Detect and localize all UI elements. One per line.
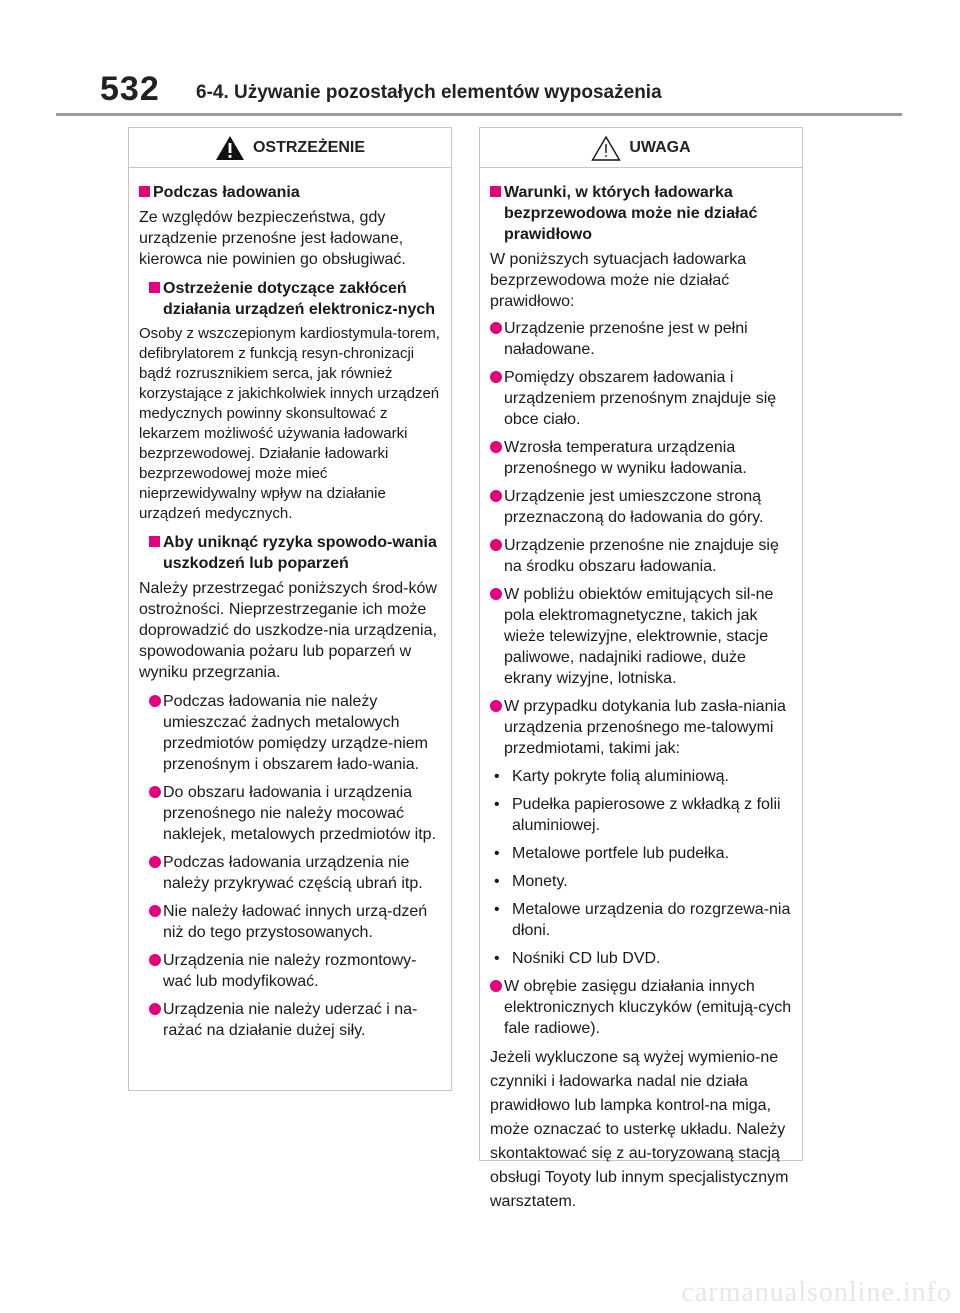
pink-dot-icon (149, 1003, 161, 1015)
list-item: Podczas ładowania urządzenia nie należy przykrywać częścią ubrań itp. (149, 852, 443, 894)
list-item: Pomiędzy obszarem ładowania i urządzeniem przenośnym znajduje się obce ciało. (490, 367, 794, 430)
bullet-mark: • (494, 796, 500, 813)
list-item: W obrębie zasięgu działania innych elektronicznych kluczyków (emitują-cych fale radiowe). (490, 976, 794, 1039)
pink-dot-icon (490, 700, 502, 712)
notice-heading: Warunki, w których ładowarka bezprzewodowa może nie działać prawidłowo (490, 182, 794, 245)
list-item: Nie należy ładować innych urzą-dzeń niż do tego przystosowanych. (149, 901, 443, 943)
list-item: W przypadku dotykania lub zasła-niania urządzenia przenośnego me-talowymi przedmiotami, takimi jak: (490, 696, 794, 759)
notice-box-header (480, 128, 802, 168)
list-item: Urządzenie przenośne jest w pełni naładowane. (490, 318, 794, 360)
warning-box (128, 127, 452, 1091)
list-item: W pobliżu obiektów emitujących sil-ne pola elektromagnetyczne, takich jak wieże telewizyjne, elektrownie, stacje paliwowe, nadajniki radiowe, duże ekrany wizyjne, lotniska. (490, 584, 794, 689)
bullet-mark: • (494, 768, 500, 785)
pink-dot-icon (490, 490, 502, 502)
pink-dot-icon (149, 905, 161, 917)
page-number: 532 (100, 70, 160, 108)
caution-triangle-icon (591, 135, 621, 161)
bullet-mark: • (494, 845, 500, 862)
notice-title: UWAGA (629, 138, 691, 156)
bullet-mark: • (494, 873, 500, 890)
pink-square-icon (139, 186, 150, 197)
dash-item: • Karty pokryte folią aluminiową. (494, 768, 729, 785)
watermark: carmanualsonline.info (681, 1277, 952, 1308)
page-header (0, 0, 960, 118)
pink-dot-icon (490, 371, 502, 383)
list-item: Podczas ładowania nie należy umieszczać żadnych metalowych przedmiotów pomiędzy urządze-niem przenośnym i obszarem łado-wania. (149, 691, 443, 775)
pink-dot-icon (149, 954, 161, 966)
list-item: Do obszaru ładowania i urządzenia przenośnego nie należy mocować naklejek, metalowych przedmiotów itp. (149, 782, 443, 845)
dash-item: • Pudełka papierosowe z wkładką z folii aluminiowej. (494, 796, 781, 834)
pink-dot-icon (490, 441, 502, 453)
bullet-mark: • (494, 901, 500, 918)
warning-heading-damage: Aby uniknąć ryzyka spowodo-wania uszkodzeń lub poparzeń (149, 532, 443, 574)
bullet-mark: • (494, 950, 500, 967)
warning-heading-interference: Ostrzeżenie dotyczące zakłóceń działania urządzeń elektronicz-nych (149, 278, 443, 320)
pink-square-icon (149, 536, 160, 547)
warning-text-charging: Ze względów bezpieczeństwa, gdy urządzenie przenośne jest ładowane, kierowca nie powinien go obsługiwać. (139, 209, 406, 268)
list-item: Urządzenia nie należy rozmontowy-wać lub modyfikować. (149, 950, 443, 992)
notice-closing: Jeżeli wykluczone są wyżej wymienio-ne czynniki i ładowarka nadal nie działa prawidłowo lub lampka kontrol-na miga, może oznaczać to usterkę układu. Należy skontaktować się z au-toryzowaną stacją obsługi Toyoty lub innym specjalistycznym warsztatem. (490, 1049, 789, 1210)
pink-dot-icon (490, 322, 502, 334)
list-item: Urządzenie przenośne nie znajduje się na środku obszaru ładowania. (490, 535, 794, 577)
dash-item: • Metalowe urządzenia do rozgrzewa-nia dłoni. (494, 901, 791, 939)
dash-item: • Monety. (494, 873, 568, 890)
warning-text-interference: Osoby z wszczepionym kardiostymula-torem, defibrylatorem z funkcją resyn-chronizacji bądź rozrusznikiem serca, jak również korzystające z jakichkolwiek innych urządzeń medycznych powinny skonsultować z lekarzem możliwość używania ładowarki bezprzewodowej. Działanie ładowarki bezprzewodowej może mieć nieprzewidywalny wpływ na działanie urządzeń medycznych. (139, 325, 440, 522)
pink-dot-icon (490, 588, 502, 600)
list-item: Urządzenie jest umieszczone stroną przeznaczoną do ładowania do góry. (490, 486, 794, 528)
notice-box (479, 127, 803, 1210)
warning-text-damage: Należy przestrzegać poniższych środ-ków ostrożności. Nieprzestrzeganie ich może doprowadzić do uszkodze-nia urządzenia, spowodowania pożaru lub poparzeń w wyniku przegrzania. (139, 580, 437, 681)
pink-dot-icon (490, 539, 502, 551)
pink-dot-icon (149, 856, 161, 868)
dash-item: • Metalowe portfele lub pudełka. (494, 845, 730, 862)
pink-square-icon (149, 282, 160, 293)
pink-dot-icon (490, 980, 502, 992)
warning-title: OSTRZEŻENIE (252, 138, 365, 156)
list-item: Urządzenia nie należy uderzać i na-rażać na działanie dużej siły. (149, 999, 443, 1041)
notice-intro: W poniższych sytuacjach ładowarka bezprzewodowa może nie działać prawidłowo: (490, 251, 747, 310)
header-divider (56, 113, 902, 116)
warning-heading-charging: Podczas ładowania (139, 182, 443, 203)
dash-item: • Nośniki CD lub DVD. (494, 950, 661, 967)
warning-triangle-icon (215, 135, 245, 161)
list-item: Wzrosła temperatura urządzenia przenośnego w wyniku ładowania. (490, 437, 794, 479)
pink-square-icon (490, 186, 501, 197)
warning-box-header (129, 128, 451, 168)
pink-dot-icon (149, 695, 161, 707)
section-title: 6-4. Używanie pozostałych elementów wyposażenia (196, 82, 662, 103)
pink-dot-icon (149, 786, 161, 798)
